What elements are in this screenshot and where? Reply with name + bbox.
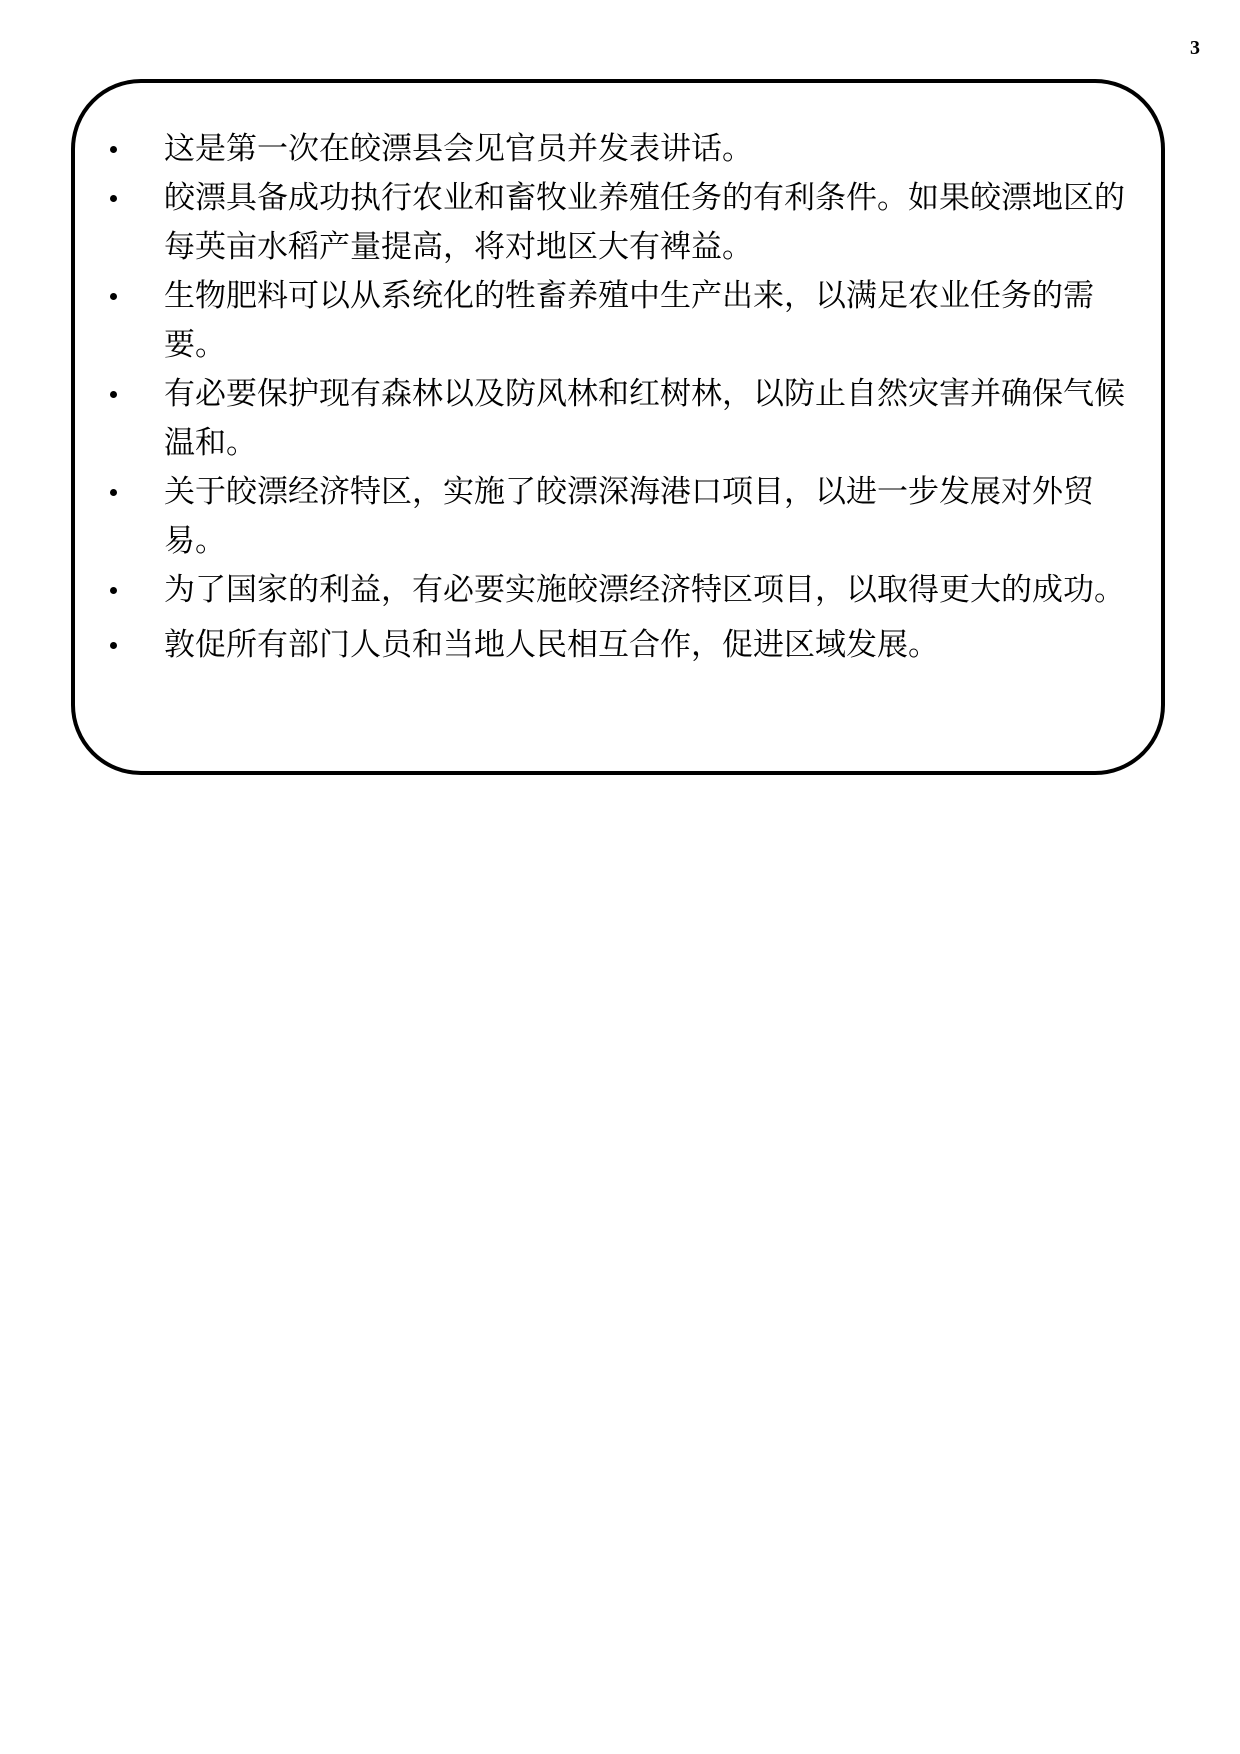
list-item: [110, 272, 1140, 370]
list-item-text: 皎漂具备成功执行农业和畜牧业养殖任务的有利条件。如果皎漂地区的每英亩水稻产量提高，将对地区大有裨益。: [164, 180, 1125, 265]
list-item-text: 生物肥料可以从系统化的牲畜养殖中生产出来，以满足农业任务的需要。: [164, 278, 1094, 363]
list-item: [110, 621, 1140, 670]
bullet-icon: [110, 587, 117, 594]
page-number: 3: [1190, 37, 1200, 59]
list-item: [110, 566, 1140, 615]
bullet-icon: [110, 146, 117, 153]
bullet-icon: [110, 293, 117, 300]
list-item-text: 关于皎漂经济特区，实施了皎漂深海港口项目，以进一步发展对外贸易。: [164, 474, 1094, 559]
list-item: [110, 125, 1140, 174]
list-item: [110, 174, 1140, 272]
summary-box: [71, 79, 1165, 775]
bullet-icon: [110, 489, 117, 496]
bullet-icon: [110, 391, 117, 398]
list-item-text: 有必要保护现有森林以及防风林和红树林，以防止自然灾害并确保气候温和。: [164, 376, 1125, 461]
list-item: [110, 370, 1140, 468]
list-item-text: 为了国家的利益，有必要实施皎漂经济特区项目，以取得更大的成功。: [164, 572, 1125, 608]
list-item-text: 敦促所有部门人员和当地人民相互合作，促进区域发展。: [164, 627, 939, 663]
list-item: [110, 468, 1140, 566]
bullet-icon: [110, 195, 117, 202]
list-item-text: 这是第一次在皎漂县会见官员并发表讲话。: [164, 131, 753, 167]
bullet-list: [110, 125, 1140, 670]
bullet-icon: [110, 642, 117, 649]
